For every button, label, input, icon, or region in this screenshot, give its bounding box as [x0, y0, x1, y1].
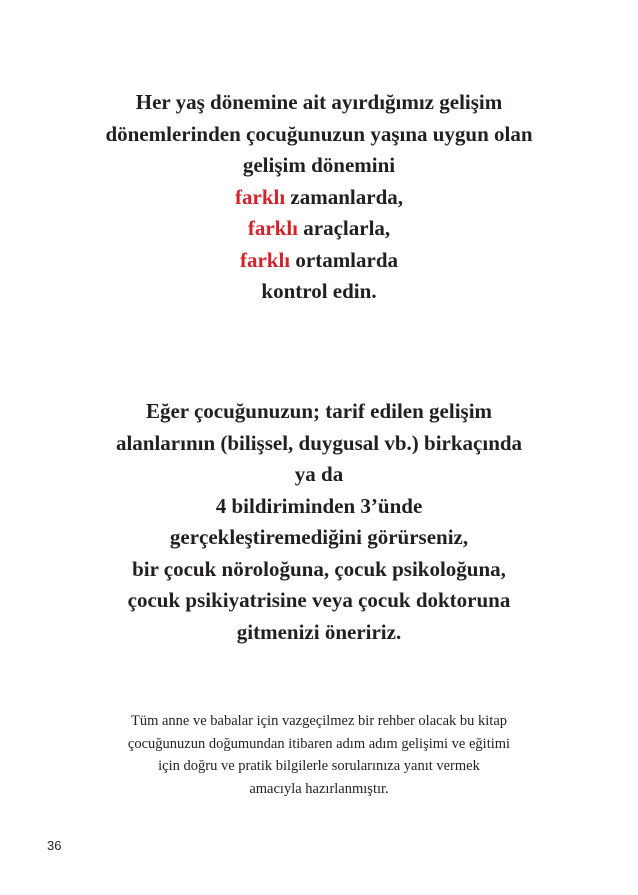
accent-word: farklı	[239, 247, 291, 272]
text-line: Her yaş dönemine ait ayırdığımız gelişim	[135, 90, 503, 114]
text-line: alanlarının (bilişsel, duygusal vb.) birkaçında	[115, 430, 523, 455]
text-line: 4 bildiriminden 3’ünde	[215, 493, 423, 518]
text-line: bir çocuk nöroloğuna, çocuk psikoloğuna,	[132, 556, 506, 581]
text-line: Tüm anne ve babalar için vazgeçilmez bir rehber olacak bu kitap	[130, 713, 508, 729]
text-fragment: ortamlarda	[290, 247, 399, 272]
text-line: dönemlerinden çocuğunuzun yaşına uygun olan	[105, 121, 533, 146]
text-fragment: zamanlarda,	[285, 184, 403, 209]
book-description-paragraph	[0, 710, 638, 800]
text-fragment: araçlarla,	[298, 216, 391, 240]
text-line: gerçekleştiremediğini görürseniz,	[169, 525, 469, 549]
page-number: 36	[47, 838, 62, 853]
accent-word: farklı	[247, 216, 299, 240]
specialist-advice-paragraph	[0, 396, 638, 648]
accent-word: farklı	[235, 184, 286, 209]
text-line: gelişim dönemini	[242, 153, 396, 177]
text-line: çocuğunuzun doğumundan itibaren adım adım gelişimi ve eğitimi	[127, 735, 511, 752]
text-line: amacıyla hazırlanmıştır.	[249, 780, 389, 797]
text-line	[0, 245, 638, 277]
text-line: Eğer çocuğunuzun; tarif edilen gelişim	[145, 399, 493, 423]
text-line: kontrol edin.	[261, 279, 377, 303]
text-line	[0, 182, 638, 214]
text-line	[0, 213, 638, 245]
text-line: için doğru ve pratik bilgilerle sorularınıza yanıt vermek	[158, 758, 480, 774]
text-line: ya da	[294, 462, 344, 486]
development-stages-paragraph	[0, 87, 638, 308]
text-line: çocuk psikiyatrisine veya çocuk doktoruna	[127, 588, 511, 612]
text-line: gitmenizi öneririz.	[236, 619, 402, 644]
